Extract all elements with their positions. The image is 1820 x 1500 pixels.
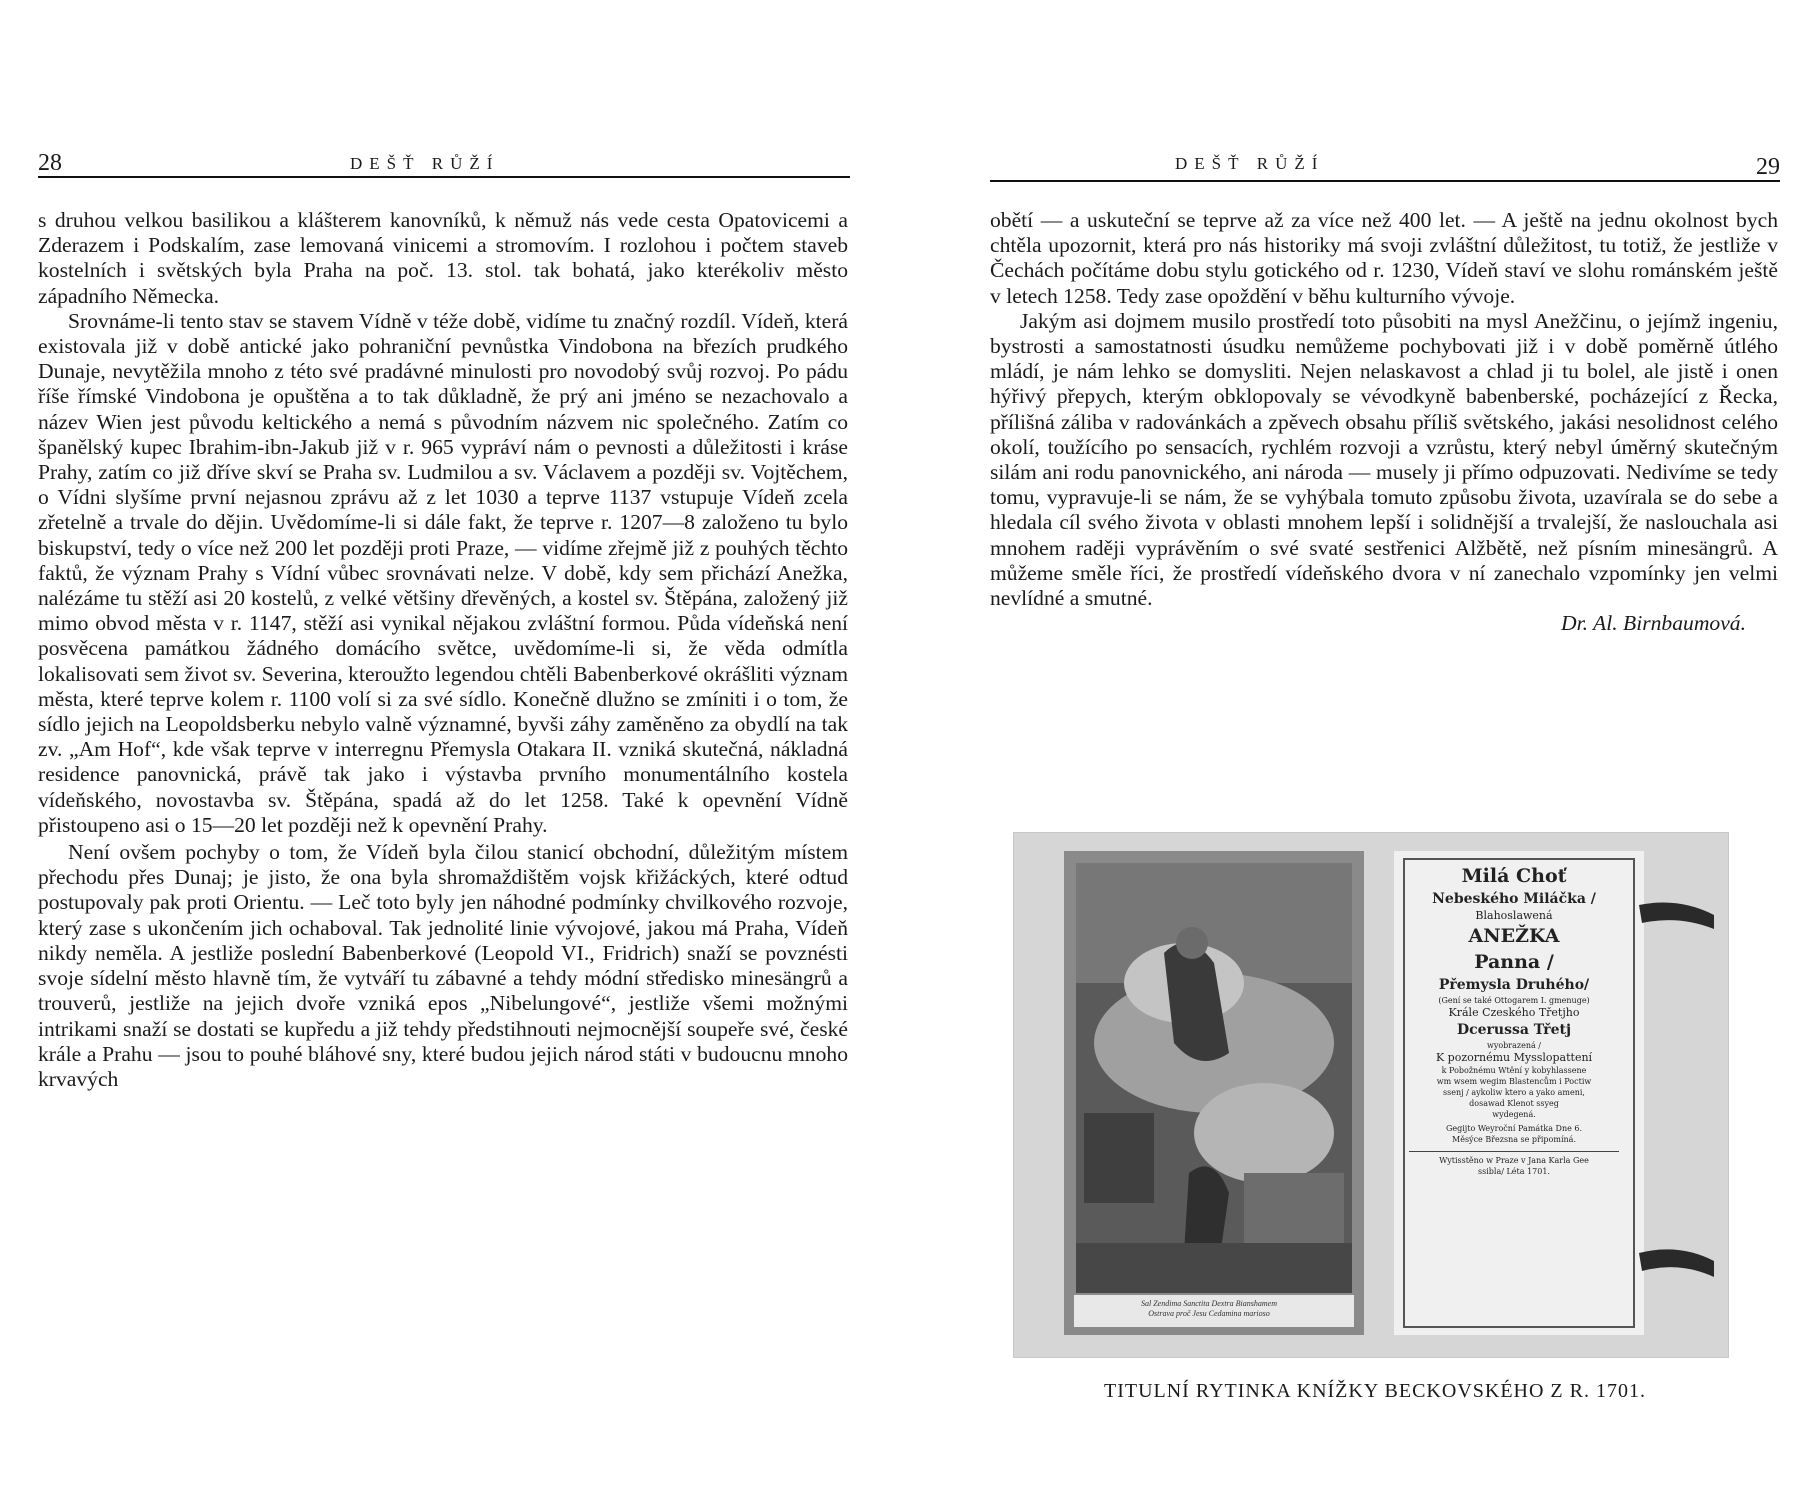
title-line: Krále Czeského Třetjho [1448, 1006, 1580, 1019]
running-head-left: DEŠŤ RŮŽÍ [350, 154, 500, 173]
engraving-caption [1079, 1299, 1339, 1319]
paragraph: Srovnáme-li tento stav se stavem Vídně v téže době, vidíme tu značný rozdíl. Vídeň, která existovala již v době antické jako pohraniční pevnůstka Vindobona na březích prudkého Dunaje, nevytěžila mnoho z této své pradávné minulosti pro novodobý svůj rozvoj. Po pádu říše římské Vindobona je opuštěna a to tak důkladně, že prý ani jméno se nezachovalo a název Wien jest původu keltického a nemá s původním názvem nic společného. Zatím co španělský kupec Ibrahim-ibn-Jakub již v r. 965 vypráví nám o pevnosti a důležitosti i kráse Prahy, zatím co již dříve skví se Praha sv. Ludmilou a sv. Václavem a později sv. Vojtěchem, o Vídni slyšíme první nejasnou zprávu až z let 1030 a teprve 1137 vstupuje Vídeň zcela zřetelně a trvale do dějin. Uvědomíme-li si dále fakt, že teprve r. 1207—8 založeno tu bylo biskupství, tedy o více než 200 let později proti Praze, — vidíme zřejmě již z pouhých těchto faktů, že význam Prahy s Vídní vůbec srovnávati nelze. V době, kdy sem přichází Anežka, nalézáme tu stěží asi 20 kostelů, z velké většiny dřevěných, a kostel sv. Štěpána, založený již mimo obvod města v r. 1147, stěží asi vynikal nějakou zvláštní formou. Půda vídeňská není posvěcena památkou žádného domácího světce, uvědomíme-li si, že věda odmítla lokalisovati sem život sv. Severina, kteroužto legendou chtěli Babenberkové okrášliti význam města, které teprve kolem r. 1100 volí si za své sídlo. Konečně dlužno se zmíniti i o tom, že sídlo jejich na Leopoldsberku nebylo valně významné, byvši záhy zaměněno za obydlí na tak zv. „Am Hof“, kde však teprve v interregnu Přemysla Otakara II. vzniká skutečná, nákladná residence panovnická, právě tak jako i výstavba prvního monumentálního kostela vídeňského, novostavba sv. Štěpána, spadá až do let 1258. Také k opevnění Vídně přistoupeno asi o 15—20 let později než k opevnění Prahy. [38, 308, 848, 837]
left-page-body [38, 208, 848, 1092]
engraving-caption-line: Ostrava proč Jesu Cedamina marioso [1148, 1309, 1270, 1318]
title-line: (Gení se také Ottogarem I. gmenuge) [1438, 996, 1590, 1005]
header-rule-left [38, 176, 850, 178]
title-line: Nebeského Miláčka / [1432, 891, 1596, 907]
paragraph: Jakým asi dojmem musilo prostředí toto působiti na mysl Anežčinu, o jejímž ingeniu, bystrosti a samostatnosti úsudku nemůžeme pochybovati již i v době poměrně útlého mládí, je nám lehko se domysliti. Nejen nelaskavost a chlad ji tu bolel, ale jistě i onen hýřivý přepych, kterým obklopovaly se vévodkyně babenberské, pocházející z Řecka, přílišná záliba v radovánkách a zpěvech obsahu příliš světského, jakási nesolidnost celého okolí, toužícího po sensacích, rychlém rozvoji a vzrůstu, který nebyl úměrný skutečným silám ani rodu panovnického, ani národa — musely ji přímo odpuzovati. Nedivíme se tedy tomu, vypravuje-li se nám, že se vyhýbala tomuto způsobu života, uzavírala se do sebe a hledala cíl svého života v oblasti mnohem lepší i solidnější a trvalejší, že naslouchala asi mnohem raději vyprávěním o své svaté sestřenici Alžbětě, než písním minesängrů. A můžeme směle říci, že prostředí vídeňského dvora v ní zanechalo vzpomínky jen velmi nevlídné a smutné. [990, 308, 1778, 611]
paragraph: obětí — a uskuteční se teprve až za více než 400 let. — A ještě na jednu okolnost bych chtěla upozornit, která pro nás historiky má svoji zvláštní důležitost, tu totiž, že jestliže v Čechách počítáme dobu stylu gotického od r. 1230, Vídeň staví ve slohu románském ještě v letech 1258. Tedy zase opoždění v běhu kulturního vývoje. [990, 208, 1778, 308]
figure-caption: TITULNÍ RYTINKA KNÍŽKY BECKOVSKÉHO Z R. 1701. [1103, 1380, 1646, 1402]
title-line: Dcerussa Třetj [1456, 1022, 1572, 1038]
title-line: ANEŽKA [1468, 925, 1560, 947]
engraving-caption-line: Sal Zendima Sanctita Dextra Bianshamem [1141, 1299, 1277, 1308]
title-line: Gegijto Weyroční Památka Dne 6. [1445, 1124, 1583, 1133]
title-line: wm wsem wegim Blastencům i Poctiw [1436, 1077, 1592, 1086]
book-illustration [1014, 833, 1728, 1357]
title-line: ssibla/ Léta 1701. [1478, 1167, 1550, 1176]
title-line: k Pobožnému Wtění y kobyhlassene [1441, 1066, 1587, 1075]
title-line: Panna / [1474, 951, 1554, 973]
title-line: wyobrazená / [1486, 1041, 1541, 1050]
header-rule-right [990, 180, 1780, 182]
title-line: dosawad Klenot ssyeg [1469, 1099, 1559, 1108]
paragraph: Není ovšem pochyby o tom, že Vídeň byla čilou stanicí obchodní, důležitým místem přechodu přes Dunaj; je jisto, že ona byla shromaždištěm vojsk křižáckých, které odtud postupovaly pak proti Orientu. — Leč toto byly jen náhodné podmínky chvilkového rozvoje, který zase s ukončením jich ochaboval. Tak jednolité linie vývojové, jakou má Praha, Vídeň nikdy neměla. A jestliže poslední Babenberkové (Leopold VI., Fridrich) snaží se povznésti svoje sídelní město hlavně tím, že vytváří tu zábavné a tehdy módní středisko minesängrů a trouverů, jestliže na jejich dvoře vzniká epos „Nibelungové“, jestliže všemi možnými intrikami snaží se dostati se kupředu a již tehdy předstihnouti nejmocnější soupeře své, české krále a Prahu — jsou to pouhé bláhové sny, které budou jejich národ státi v budoucnu mnoho krvavých [38, 840, 848, 1091]
author-signature: Dr. Al. Birnbaumová. [1561, 611, 1746, 636]
right-page-header [990, 150, 1780, 180]
title-line: wydegená. [1492, 1110, 1536, 1119]
title-line: Blahoslawená [1475, 909, 1553, 922]
right-page [910, 0, 1820, 1500]
title-line: Wytisstěno w Praze v Jana Karla Gee [1409, 1151, 1619, 1166]
page-number-right: 29 [1756, 154, 1780, 180]
right-page-body [990, 208, 1778, 636]
title-line: Měsýce Březsna se připomíná. [1452, 1135, 1576, 1144]
page-number-left: 28 [38, 150, 62, 176]
title-engraving-plate [1013, 832, 1729, 1358]
title-line: Přemysla Druhého/ [1438, 977, 1590, 993]
paragraph: s druhou velkou basilikou a klášterem kanovníků, k němuž nás vede cesta Opatovicemi a Zderazem i Podskalím, zase lemovaná vinicemi a stromovím. I rozlohou i počtem staveb kostelních i světských byla Praha na poč. 13. stol. tak bohatá, jako kterékoliv město západního Německa. [38, 208, 848, 308]
title-line: Milá Choť [1461, 865, 1567, 887]
book-title-page [1409, 863, 1619, 1319]
running-head-right: DEŠŤ RŮŽÍ [1175, 154, 1325, 173]
title-line: K pozornému Mysslopattení [1435, 1051, 1593, 1064]
title-line: ssenj / aykoliw ktero a yako ameni, [1443, 1088, 1585, 1097]
